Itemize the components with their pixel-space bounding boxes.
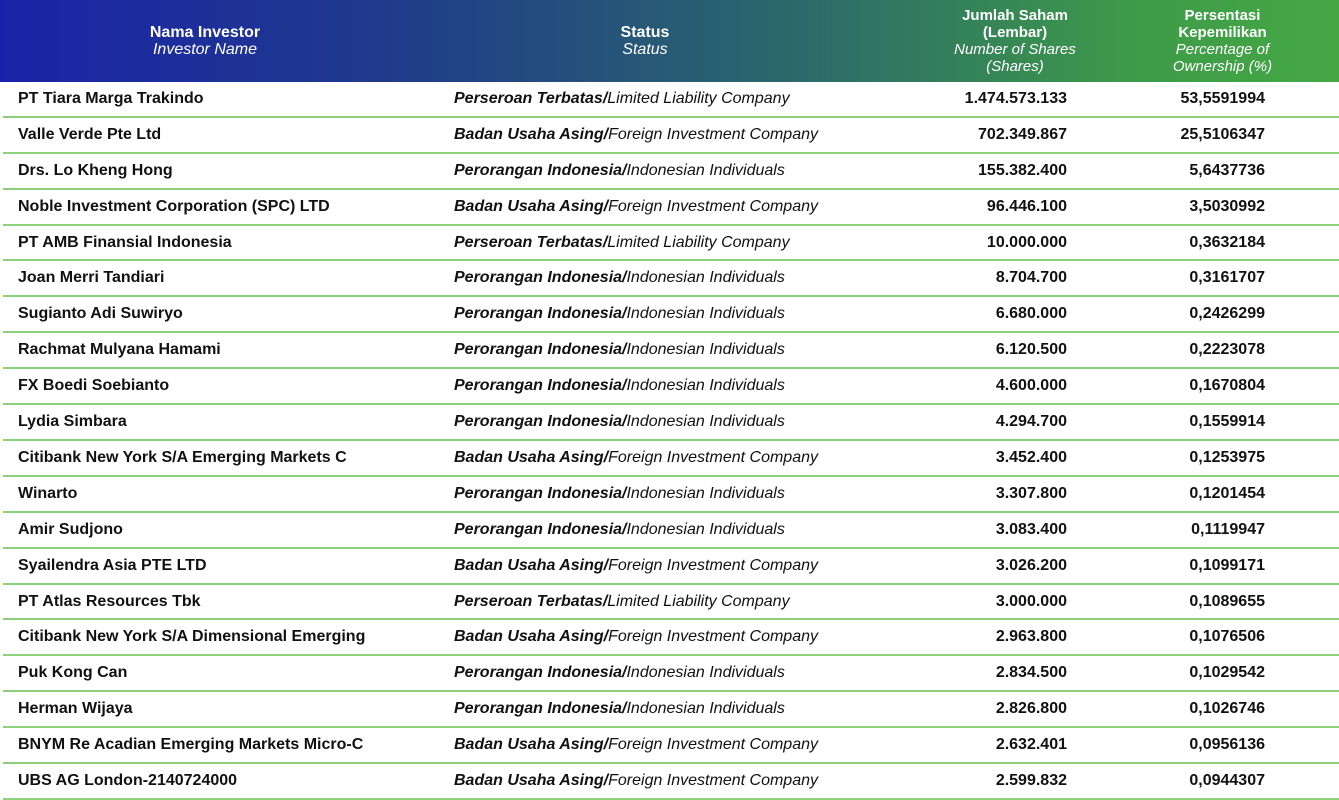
share-count: 1.474.573.133 — [964, 89, 1067, 107]
investor-status — [454, 162, 785, 180]
investor-status — [454, 521, 785, 539]
table-row — [0, 154, 1339, 190]
share-count: 3.083.400 — [995, 520, 1067, 538]
ownership-percentage: 0,1670804 — [1189, 377, 1265, 395]
ownership-percentage: 25,5106347 — [1180, 125, 1265, 143]
table-row — [0, 477, 1339, 513]
header-status-en: Status — [622, 41, 668, 58]
status-indonesian: Badan Usaha Asing/ — [454, 197, 609, 215]
status-indonesian: Badan Usaha Asing/ — [454, 556, 609, 574]
status-indonesian: Perorangan Indonesia/ — [454, 520, 627, 538]
investor-status — [454, 269, 785, 287]
share-count: 96.446.100 — [986, 197, 1067, 215]
investor-status — [454, 305, 785, 323]
status-indonesian: Perorangan Indonesia/ — [454, 484, 627, 502]
table-header — [0, 0, 1339, 82]
investor-status — [454, 90, 790, 108]
status-indonesian: Perseroan Terbatas/ — [454, 89, 608, 107]
table-row — [0, 656, 1339, 692]
status-english: Indonesian Individuals — [626, 520, 785, 538]
investor-status — [454, 628, 818, 646]
investor-name: PT AMB Finansial Indonesia — [18, 233, 232, 251]
investor-name: Citibank New York S/A Dimensional Emerging — [18, 628, 366, 646]
ownership-percentage: 3,5030992 — [1189, 197, 1265, 215]
status-english: Limited Liability Company — [607, 592, 790, 610]
header-pct-en-1: Percentage of — [1175, 41, 1270, 58]
investor-name: UBS AG London-2140724000 — [18, 772, 238, 790]
status-english: Indonesian Individuals — [626, 413, 785, 431]
ownership-percentage: 0,1201454 — [1189, 484, 1265, 502]
share-count: 6.120.500 — [995, 341, 1067, 359]
investor-status — [454, 557, 818, 575]
status-indonesian: Perorangan Indonesia/ — [454, 413, 627, 431]
ownership-percentage: 0,2223078 — [1189, 341, 1265, 359]
investor-status — [454, 736, 818, 754]
ownership-percentage: 0,1559914 — [1189, 413, 1265, 431]
table-row — [0, 585, 1339, 621]
status-english: Indonesian Individuals — [626, 664, 785, 682]
table-row — [0, 226, 1339, 262]
status-indonesian: Badan Usaha Asing/ — [454, 772, 609, 790]
share-count: 2.826.800 — [995, 700, 1067, 718]
status-english: Indonesian Individuals — [626, 377, 785, 395]
share-count: 2.963.800 — [995, 628, 1067, 646]
table-row — [0, 82, 1339, 118]
status-english: Foreign Investment Company — [608, 772, 818, 790]
share-count: 3.307.800 — [995, 484, 1067, 502]
investor-status — [454, 593, 790, 611]
status-english: Limited Liability Company — [607, 89, 790, 107]
table-row — [0, 369, 1339, 405]
investor-name: Rachmat Mulyana Hamami — [18, 341, 221, 359]
status-indonesian: Badan Usaha Asing/ — [454, 736, 609, 754]
ownership-percentage: 0,1029542 — [1189, 664, 1265, 682]
status-english: Foreign Investment Company — [608, 556, 818, 574]
status-english: Indonesian Individuals — [626, 484, 785, 502]
ownership-percentage: 0,1099171 — [1189, 556, 1265, 574]
share-count: 10.000.000 — [986, 233, 1067, 251]
status-indonesian: Perorangan Indonesia/ — [454, 341, 627, 359]
investor-name: PT Atlas Resources Tbk — [18, 592, 201, 610]
investor-name: Lydia Simbara — [18, 413, 127, 431]
header-investor-name — [80, 0, 330, 82]
share-count: 702.349.867 — [978, 125, 1067, 143]
investor-name: Drs. Lo Kheng Hong — [18, 161, 173, 179]
ownership-percentage: 53,5591994 — [1180, 89, 1265, 107]
investor-name: Noble Investment Corporation (SPC) LTD — [18, 197, 330, 215]
status-english: Indonesian Individuals — [626, 700, 785, 718]
investor-status — [454, 413, 785, 431]
status-indonesian: Perorangan Indonesia/ — [454, 664, 627, 682]
header-percentage — [1140, 0, 1305, 82]
share-count: 4.600.000 — [995, 377, 1067, 395]
header-status-id: Status — [620, 24, 670, 41]
investor-status — [454, 485, 785, 503]
ownership-percentage: 0,1253975 — [1189, 448, 1265, 466]
share-count: 3.026.200 — [995, 556, 1067, 574]
status-english: Indonesian Individuals — [626, 161, 785, 179]
investor-name: Citibank New York S/A Emerging Markets C — [18, 448, 347, 466]
investor-name: Joan Merri Tandiari — [18, 269, 165, 287]
investor-status — [454, 341, 785, 359]
ownership-percentage: 5,6437736 — [1189, 161, 1265, 179]
share-count: 6.680.000 — [995, 305, 1067, 323]
share-count: 3.000.000 — [995, 592, 1067, 610]
table-row — [0, 118, 1339, 154]
header-name-en: Investor Name — [152, 41, 258, 58]
status-indonesian: Badan Usaha Asing/ — [454, 125, 609, 143]
share-count: 155.382.400 — [978, 161, 1067, 179]
share-count: 4.294.700 — [995, 413, 1067, 431]
header-status — [520, 0, 770, 82]
table-row — [0, 190, 1339, 226]
status-indonesian: Perseroan Terbatas/ — [454, 233, 608, 251]
share-count: 3.452.400 — [995, 448, 1067, 466]
status-english: Foreign Investment Company — [608, 628, 818, 646]
investor-status — [454, 664, 785, 682]
header-shares — [930, 0, 1100, 82]
status-english: Indonesian Individuals — [626, 305, 785, 323]
investor-status — [454, 700, 785, 718]
share-count: 2.599.832 — [995, 772, 1067, 790]
share-count: 8.704.700 — [995, 269, 1067, 287]
investor-name: Amir Sudjono — [18, 520, 123, 538]
ownership-percentage: 0,3632184 — [1189, 233, 1265, 251]
investor-name: FX Boedi Soebianto — [18, 377, 170, 395]
ownership-percentage: 0,1089655 — [1189, 592, 1265, 610]
investor-status — [454, 772, 818, 790]
table-row — [0, 728, 1339, 764]
header-shares-en-1: Number of Shares — [954, 41, 1076, 58]
table-row — [0, 262, 1339, 298]
investor-name: Winarto — [18, 484, 78, 502]
status-english: Indonesian Individuals — [626, 269, 785, 287]
status-indonesian: Badan Usaha Asing/ — [454, 448, 609, 466]
status-indonesian: Perseroan Terbatas/ — [454, 592, 608, 610]
header-shares-en-2: (Shares) — [986, 58, 1044, 75]
investor-name: Puk Kong Can — [18, 664, 128, 682]
ownership-percentage: 0,1026746 — [1189, 700, 1265, 718]
status-english: Foreign Investment Company — [608, 197, 818, 215]
table-row — [0, 297, 1339, 333]
table-row — [0, 513, 1339, 549]
status-indonesian: Perorangan Indonesia/ — [454, 377, 627, 395]
table-row — [0, 333, 1339, 369]
ownership-percentage: 0,0944307 — [1189, 772, 1265, 790]
status-indonesian: Perorangan Indonesia/ — [454, 161, 627, 179]
ownership-percentage: 0,0956136 — [1189, 736, 1265, 754]
table-row — [0, 621, 1339, 657]
status-english: Foreign Investment Company — [608, 448, 818, 466]
status-indonesian: Perorangan Indonesia/ — [454, 700, 627, 718]
investor-name: Herman Wijaya — [18, 700, 133, 718]
status-english: Foreign Investment Company — [608, 125, 818, 143]
header-pct-en-2: Ownership (%) — [1172, 58, 1273, 75]
share-count: 2.632.401 — [995, 736, 1067, 754]
status-english: Foreign Investment Company — [608, 736, 818, 754]
table-row — [0, 549, 1339, 585]
investor-name: PT Tiara Marga Trakindo — [18, 89, 204, 107]
investor-name: Sugianto Adi Suwiryo — [18, 305, 183, 323]
investor-status — [454, 377, 785, 395]
investor-status — [454, 449, 818, 467]
ownership-percentage: 0,1076506 — [1189, 628, 1265, 646]
investor-name: Syailendra Asia PTE LTD — [18, 556, 207, 574]
investor-status — [454, 234, 790, 252]
status-indonesian: Perorangan Indonesia/ — [454, 305, 627, 323]
header-pct-id-2: Kepemilikan — [1178, 24, 1267, 41]
investor-status — [454, 126, 818, 144]
table-row — [0, 692, 1339, 728]
share-count: 2.834.500 — [995, 664, 1067, 682]
investor-name: Valle Verde Pte Ltd — [18, 125, 162, 143]
status-indonesian: Perorangan Indonesia/ — [454, 269, 627, 287]
header-shares-id-2: (Lembar) — [982, 24, 1048, 41]
investor-name: BNYM Re Acadian Emerging Markets Micro-C — [18, 736, 364, 754]
investor-status — [454, 198, 818, 216]
status-english: Indonesian Individuals — [626, 341, 785, 359]
header-name-id: Nama Investor — [149, 24, 261, 41]
table-row — [0, 405, 1339, 441]
ownership-percentage: 0,2426299 — [1189, 305, 1265, 323]
ownership-percentage: 0,1119947 — [1191, 520, 1265, 538]
ownership-percentage: 0,3161707 — [1189, 269, 1265, 287]
table-row — [0, 764, 1339, 800]
header-shares-id-1: Jumlah Saham — [962, 7, 1068, 24]
table-row — [0, 441, 1339, 477]
status-indonesian: Badan Usaha Asing/ — [454, 628, 609, 646]
status-english: Limited Liability Company — [607, 233, 790, 251]
header-pct-id-1: Persentasi — [1184, 7, 1261, 24]
